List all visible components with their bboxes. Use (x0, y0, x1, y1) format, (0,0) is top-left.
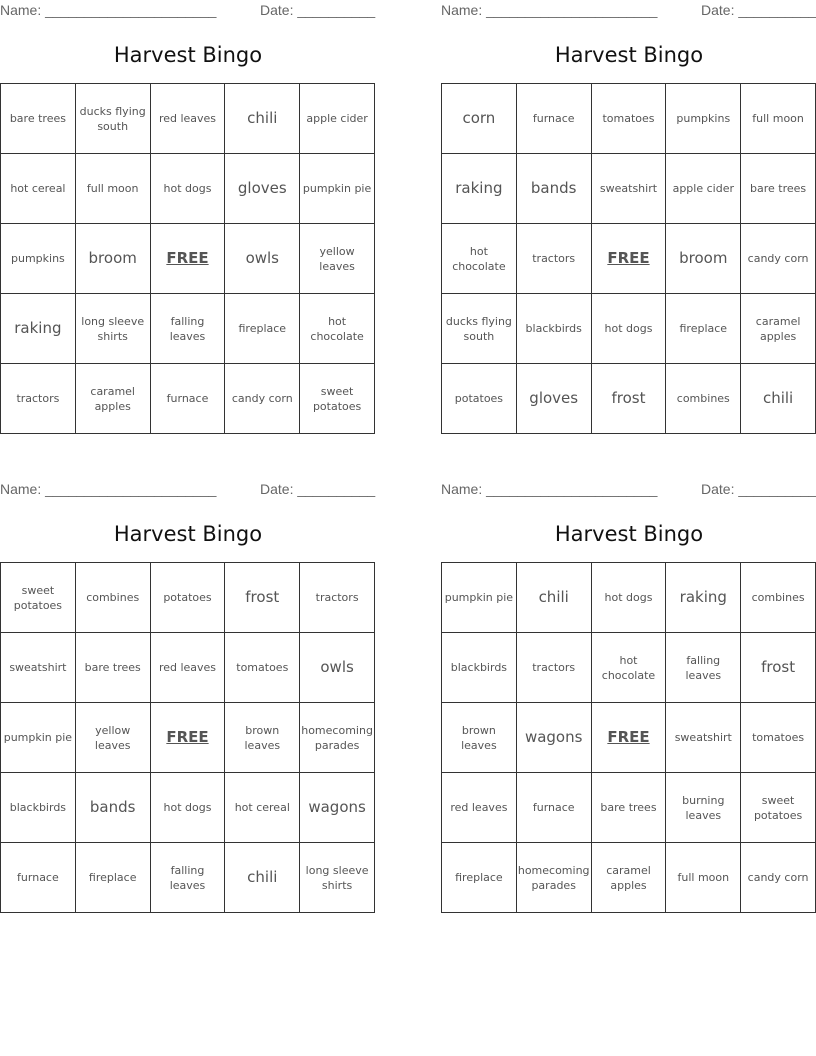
bingo-cell: red leaves (151, 633, 226, 703)
bingo-cell: full moon (741, 84, 816, 154)
bingo-cell: blackbirds (1, 773, 76, 843)
bingo-cell: frost (741, 633, 816, 703)
bingo-cell: hot dogs (151, 154, 226, 224)
bingo-cell: potatoes (151, 563, 226, 633)
bingo-cell: hot chocolate (442, 224, 517, 294)
bingo-cell: owls (225, 224, 300, 294)
free-space: FREE (592, 224, 667, 294)
bingo-cell: fireplace (666, 294, 741, 364)
bingo-cell: brown leaves (442, 703, 517, 773)
bingo-cell: potatoes (442, 364, 517, 434)
bingo-cell: bare trees (741, 154, 816, 224)
bingo-cell: candy corn (741, 843, 816, 913)
bingo-cell: long sleeve shirts (300, 843, 375, 913)
bingo-cell: pumpkins (666, 84, 741, 154)
bingo-cell: homecoming parades (517, 843, 592, 913)
bingo-cell: sweet potatoes (1, 563, 76, 633)
bingo-cell: frost (225, 563, 300, 633)
bingo-cell: full moon (76, 154, 151, 224)
bingo-cell: blackbirds (517, 294, 592, 364)
bingo-cell: pumpkin pie (442, 563, 517, 633)
bingo-cell: wagons (300, 773, 375, 843)
bingo-cell: fireplace (442, 843, 517, 913)
bingo-cell: bare trees (592, 773, 667, 843)
bingo-cell: fireplace (225, 294, 300, 364)
bingo-cell: hot dogs (151, 773, 226, 843)
bingo-cell: sweet potatoes (741, 773, 816, 843)
bingo-cell: tractors (300, 563, 375, 633)
bingo-cell: furnace (517, 773, 592, 843)
bingo-cell: frost (592, 364, 667, 434)
card-title: Harvest Bingo (113, 43, 263, 67)
card-title: Harvest Bingo (113, 522, 263, 546)
bingo-cell: bare trees (1, 84, 76, 154)
bingo-cell: falling leaves (151, 294, 226, 364)
bingo-cell: gloves (225, 154, 300, 224)
bingo-cell: pumpkins (1, 224, 76, 294)
bingo-cell: combines (741, 563, 816, 633)
bingo-cell: broom (666, 224, 741, 294)
bingo-cell: sweet potatoes (300, 364, 375, 434)
bingo-cell: bare trees (76, 633, 151, 703)
bingo-grid (441, 83, 816, 434)
bingo-cell: hot chocolate (592, 633, 667, 703)
bingo-cell: caramel apples (592, 843, 667, 913)
name-field: Name: ______________________ (0, 481, 217, 497)
bingo-cell: falling leaves (666, 633, 741, 703)
bingo-cell: bands (76, 773, 151, 843)
bingo-cell: caramel apples (741, 294, 816, 364)
bingo-cell: red leaves (442, 773, 517, 843)
bingo-cell: furnace (517, 84, 592, 154)
bingo-cell: raking (666, 563, 741, 633)
bingo-cell: sweatshirt (592, 154, 667, 224)
bingo-cell: tomatoes (741, 703, 816, 773)
bingo-cell: tractors (517, 633, 592, 703)
bingo-cell: hot chocolate (300, 294, 375, 364)
bingo-cell: combines (76, 563, 151, 633)
bingo-cell: sweatshirt (1, 633, 76, 703)
bingo-cell: brown leaves (225, 703, 300, 773)
bingo-cell: ducks flying south (442, 294, 517, 364)
bingo-cell: furnace (151, 364, 226, 434)
bingo-cell: broom (76, 224, 151, 294)
bingo-cell: tractors (1, 364, 76, 434)
bingo-cell: yellow leaves (300, 224, 375, 294)
bingo-cell: sweatshirt (666, 703, 741, 773)
bingo-cell: furnace (1, 843, 76, 913)
bingo-cell: fireplace (76, 843, 151, 913)
bingo-cell: burning leaves (666, 773, 741, 843)
bingo-cell: blackbirds (442, 633, 517, 703)
bingo-cell: apple cider (300, 84, 375, 154)
bingo-cell: long sleeve shirts (76, 294, 151, 364)
bingo-cell: red leaves (151, 84, 226, 154)
bingo-cell: caramel apples (76, 364, 151, 434)
bingo-cell: tractors (517, 224, 592, 294)
bingo-cell: bands (517, 154, 592, 224)
bingo-cell: hot cereal (225, 773, 300, 843)
bingo-cell: hot dogs (592, 294, 667, 364)
date-field: Date: __________ (701, 481, 816, 497)
bingo-cell: candy corn (225, 364, 300, 434)
bingo-cell: yellow leaves (76, 703, 151, 773)
bingo-cell: corn (442, 84, 517, 154)
bingo-cell: hot dogs (592, 563, 667, 633)
name-field: Name: ______________________ (441, 2, 658, 18)
bingo-cell: candy corn (741, 224, 816, 294)
card-title: Harvest Bingo (554, 522, 704, 546)
bingo-cell: tomatoes (225, 633, 300, 703)
bingo-cell: pumpkin pie (300, 154, 375, 224)
card-title: Harvest Bingo (554, 43, 704, 67)
bingo-cell: chili (225, 84, 300, 154)
bingo-cell: chili (225, 843, 300, 913)
bingo-cell: wagons (517, 703, 592, 773)
date-field: Date: __________ (260, 2, 376, 18)
bingo-cell: chili (741, 364, 816, 434)
bingo-cell: combines (666, 364, 741, 434)
date-field: Date: __________ (701, 2, 816, 18)
bingo-cell: owls (300, 633, 375, 703)
bingo-cell: raking (1, 294, 76, 364)
bingo-cell: gloves (517, 364, 592, 434)
bingo-cell: homecoming parades (300, 703, 375, 773)
name-field: Name: ______________________ (441, 481, 658, 497)
bingo-cell: hot cereal (1, 154, 76, 224)
free-space: FREE (151, 224, 226, 294)
name-field: Name: ______________________ (0, 2, 217, 18)
bingo-cell: tomatoes (592, 84, 667, 154)
bingo-cell: falling leaves (151, 843, 226, 913)
bingo-cell: full moon (666, 843, 741, 913)
bingo-cell: apple cider (666, 154, 741, 224)
bingo-cell: ducks flying south (76, 84, 151, 154)
bingo-grid (0, 562, 375, 913)
free-space: FREE (151, 703, 226, 773)
date-field: Date: __________ (260, 481, 376, 497)
bingo-cell: raking (442, 154, 517, 224)
bingo-grid (0, 83, 375, 434)
free-space: FREE (592, 703, 667, 773)
bingo-cell: chili (517, 563, 592, 633)
bingo-cell: pumpkin pie (1, 703, 76, 773)
bingo-grid (441, 562, 816, 913)
